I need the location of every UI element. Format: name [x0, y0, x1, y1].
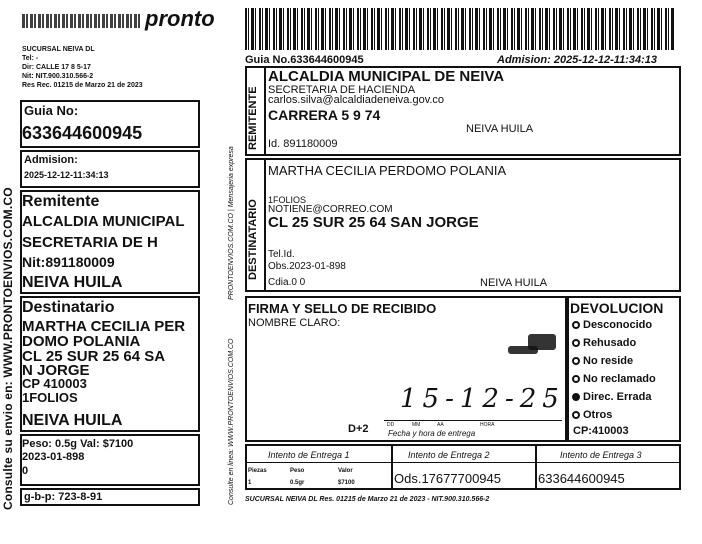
radio-checked-icon: [572, 393, 580, 401]
rem-id: Id. 891180009: [268, 138, 338, 150]
remitente-title: Remitente: [22, 193, 100, 210]
dest-name: MARTHA CECILIA PERDOMO POLANIA: [268, 163, 507, 178]
pronto-logo: [22, 6, 215, 40]
devolucion-option-label: Otros: [583, 409, 613, 421]
dest-folios: 1FOLIOS: [268, 195, 307, 205]
devolucion-cp: CP:410003: [573, 425, 629, 437]
admision-label: Admision:: [24, 154, 78, 166]
rem-email: carlos.silva@alcaldiadeneiva.gov.co: [268, 94, 445, 106]
signature-blot-2: [508, 346, 538, 354]
right-footer: SUCURSAL NEIVA DL Res. 01215 de Marzo 21 de 2023 - NIT.900.310.566-2: [245, 496, 490, 503]
devolucion-option: [572, 410, 612, 421]
dest-line3: CL 25 SUR 25 64 SA: [22, 348, 166, 365]
admision-value: 2025-12-12-11:34:13: [24, 170, 109, 180]
rem-address: CARRERA 5 9 74: [268, 107, 381, 123]
middle-side-text-top: PRONTOENVIOS.COM.CO | Mensajeria expresa: [228, 146, 235, 300]
radio-empty-icon: [572, 375, 580, 383]
intento-1: Intento de Entrega 1: [268, 450, 350, 460]
middle-side-text-bottom: Consulte en linea: WWW.PRONTOENVIOS.COM.CO: [228, 338, 235, 505]
remitente-line2: SECRETARIA DE H: [22, 234, 158, 251]
devolucion-option-label: Direc. Errada: [583, 391, 652, 403]
guia-number: 633644600945: [22, 123, 143, 143]
devolucion-option-label: No reside: [583, 355, 634, 367]
guia-box-number: 633644600945: [538, 471, 625, 486]
branch-name: SUCURSAL NEIVA DL: [22, 46, 95, 53]
footer-code: g-b-p: 723-8-91: [24, 491, 103, 503]
intento-3: Intento de Entrega 3: [560, 450, 642, 460]
dest-line1: MARTHA CECILIA PER: [22, 318, 186, 335]
pieza-val-3: $7100: [338, 480, 355, 486]
radio-empty-icon: [572, 339, 580, 347]
rem-name: ALCALDIA MUNICIPAL DE NEIVA: [268, 68, 505, 85]
devolucion-option: [572, 338, 636, 349]
logo-text: pronto: [142, 8, 218, 30]
pieza-hdr-3: Valor: [338, 468, 353, 474]
fecha-line: [384, 420, 562, 421]
devolucion-title: DEVOLUCION: [570, 300, 664, 316]
dest-city-right: NEIVA HUILA: [480, 277, 548, 289]
firma-title: FIRMA Y SELLO DE RECIBIDO: [248, 301, 437, 316]
pieza-val-2: 0.5gr: [290, 480, 305, 486]
remitente-side-label: REMITENTE: [247, 86, 259, 150]
devolucion-option: [572, 392, 651, 403]
fecha-hora: HORA: [480, 422, 495, 428]
branch-resolution: Res Rec. 01215 de Marzo 21 de 2023: [22, 82, 143, 89]
dest-line2: DOMO POLANIA: [22, 333, 141, 350]
zero-value: 0: [22, 465, 29, 477]
remitente-line1: ALCALDIA MUNICIPAL: [22, 213, 185, 230]
fecha-dd: DD: [387, 422, 395, 428]
rem-dept: SECRETARIA DE HACIENDA: [268, 84, 416, 96]
pieza-val-1: 1: [248, 480, 252, 486]
rem-city: NEIVA HUILA: [466, 123, 534, 135]
fecha-aa: AA: [437, 422, 444, 428]
admision-header: Admision: 2025-12-12-11:34:13: [497, 54, 657, 66]
d2-label: D+2: [348, 423, 369, 435]
dest-address: CL 25 SUR 25 64 SAN JORGE: [268, 214, 479, 231]
intento-2: Intento de Entrega 2: [408, 450, 490, 460]
radio-empty-icon: [572, 411, 580, 419]
destinatario-title: Destinatario: [22, 299, 115, 316]
branch-tel: Tel: -: [22, 55, 39, 62]
fecha-mm: MM: [412, 422, 421, 428]
destinatario-side-label: DESTINATARIO: [247, 199, 259, 280]
devolucion-option: [572, 320, 652, 331]
radio-empty-icon: [572, 357, 580, 365]
dest-obs: Obs.2023-01-898: [268, 261, 346, 272]
devolucion-option: [572, 356, 633, 367]
peso-line: Peso: 0.5g Val: $7100: [22, 438, 134, 450]
date-line: 2023-01-898: [22, 451, 85, 463]
devolucion-option-label: Desconocido: [583, 319, 653, 331]
devolucion-option-label: No reclamado: [583, 373, 656, 385]
handwritten-date: 15-12-25: [400, 384, 565, 414]
pieza-hdr-2: Peso: [290, 468, 305, 474]
branch-nit: Nit: NIT.900.310.566-2: [22, 73, 94, 80]
devolucion-option-label: Rehusado: [583, 337, 637, 349]
dest-tel: Tel.Id.: [268, 249, 295, 260]
guia-label: Guia No:: [24, 103, 79, 118]
left-side-text: Consulte su envio en: WWW.PRONTOENVIOS.COM.CO: [1, 187, 15, 510]
dest-cod: Cdia.0 0: [268, 277, 306, 288]
dest-line5: CP 410003: [22, 376, 87, 391]
dest-email: NOTIENE@CORREO.COM: [268, 204, 393, 215]
nombre-claro: NOMBRE CLARO:: [248, 317, 341, 329]
pieza-hdr-1: Piezas: [248, 468, 267, 474]
barcode: [245, 8, 675, 50]
guia-header: Guia No.633644600945: [245, 54, 364, 66]
dest-city: NEIVA HUILA: [22, 412, 123, 429]
branch-address: Dir: CALLE 17 8 5-17: [22, 64, 91, 71]
ods-number: Ods.17677700945: [394, 471, 501, 486]
devolucion-option: [572, 374, 656, 385]
radio-empty-icon: [572, 321, 580, 329]
remitente-city: NEIVA HUILA: [22, 274, 123, 291]
fecha-caption: Fecha y hora de entrega: [388, 429, 476, 438]
remitente-nit: Nit:891180009: [22, 254, 115, 270]
dest-line4: N JORGE: [22, 362, 90, 379]
dest-line6: 1FOLIOS: [22, 390, 78, 405]
